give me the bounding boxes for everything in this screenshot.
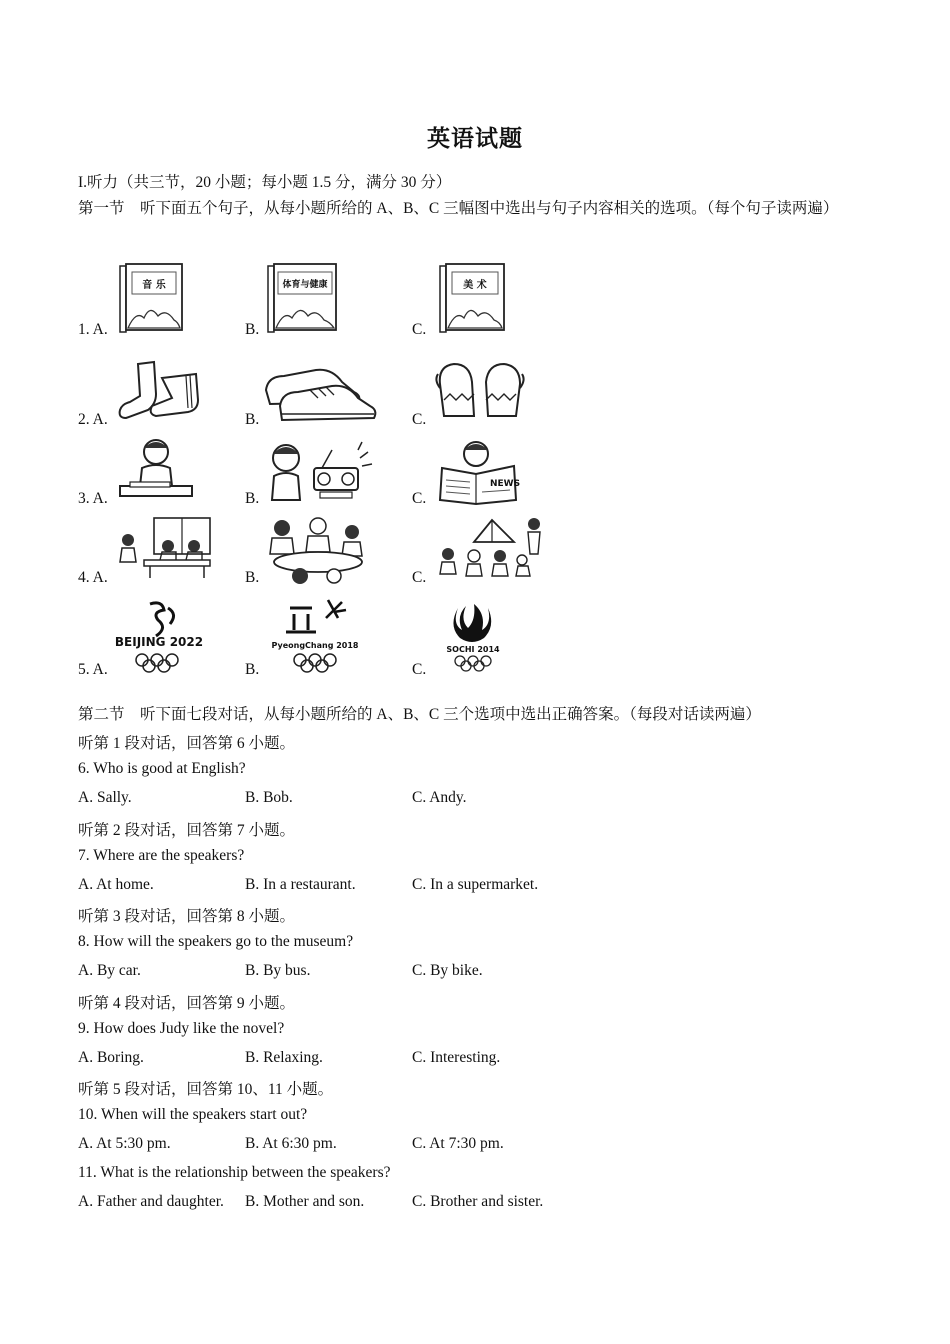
q8-option-a: A. By car.	[78, 962, 141, 979]
q11-option-a: A. Father and daughter.	[78, 1193, 224, 1210]
q7-option-b: B. In a restaurant.	[245, 876, 356, 893]
q11-option-c: C. Brother and sister.	[412, 1193, 544, 1210]
q5-c-label: C.	[412, 661, 427, 678]
art-book-title: 美 术	[463, 280, 487, 291]
q1-b-label: B.	[245, 321, 260, 338]
socks-icon	[116, 360, 202, 422]
pyeongchang-logo-text: PyeongChang 2018	[271, 641, 359, 650]
boy-listening-radio-icon	[264, 438, 374, 504]
q1-a-label: 1. A.	[78, 321, 108, 338]
boy-writing-icon	[116, 436, 196, 504]
q4-b-label: B.	[245, 569, 260, 586]
question-10: 10. When will the speakers start out?	[78, 1106, 308, 1123]
q6-option-c: C. Andy.	[412, 789, 467, 806]
q3-c-label: C.	[412, 490, 427, 507]
q9-option-b: B. Relaxing.	[245, 1049, 323, 1066]
sochi-2014-logo	[438, 598, 508, 674]
section1-instruction: 第一节 听下面五个句子，从每小题所给的 A、B、C 三幅图中选出与句子内容相关的选项。（每个句子读两遍）	[78, 200, 839, 217]
dialogue-2-intro: 听第 2 段对话，回答第 7 小题。	[78, 822, 296, 839]
beijing-2022-logo	[112, 598, 206, 674]
question-9: 9. How does Judy like the novel?	[78, 1020, 285, 1037]
music-book-title: 音 乐	[142, 280, 166, 291]
dialogue-4-intro: 听第 4 段对话，回答第 9 小题。	[78, 995, 296, 1012]
page-title: 英语试题	[427, 126, 523, 151]
q6-option-b: B. Bob.	[245, 789, 293, 806]
boy-reading-newspaper-icon	[436, 438, 520, 506]
pyeongchang-2018-logo	[266, 596, 364, 674]
question-6: 6. Who is good at English?	[78, 760, 246, 777]
sochi-logo-text: SOCHI 2014	[446, 645, 500, 654]
q9-option-a: A. Boring.	[78, 1049, 144, 1066]
q2-a-label: 2. A.	[78, 411, 108, 428]
q10-option-a: A. At 5:30 pm.	[78, 1135, 171, 1152]
q1-c-label: C.	[412, 321, 427, 338]
q10-option-c: C. At 7:30 pm.	[412, 1135, 504, 1152]
q2-b-label: B.	[245, 411, 260, 428]
mittens-icon	[434, 358, 528, 426]
q2-c-label: C.	[412, 411, 427, 428]
q3-b-label: B.	[245, 490, 260, 507]
q7-option-c: C. In a supermarket.	[412, 876, 539, 893]
camping-scene-icon	[434, 514, 546, 580]
q9-option-c: C. Interesting.	[412, 1049, 501, 1066]
newspaper-title: NEWS	[490, 479, 520, 489]
q4-c-label: C.	[412, 569, 427, 586]
beijing-logo-text: BEIJING 2022	[114, 635, 204, 649]
dialogue-5-intro: 听第 5 段对话，回答第 10、11 小题。	[78, 1081, 334, 1098]
question-7: 7. Where are the speakers?	[78, 847, 245, 864]
music-book-icon	[118, 262, 184, 334]
q4-a-label: 4. A.	[78, 569, 108, 586]
question-8: 8. How will the speakers go to the museum?	[78, 933, 354, 950]
q10-option-b: B. At 6:30 pm.	[245, 1135, 337, 1152]
question-11: 11. What is the relationship between the speakers?	[78, 1164, 391, 1181]
dialogue-3-intro: 听第 3 段对话，回答第 8 小题。	[78, 908, 296, 925]
q8-option-c: C. By bike.	[412, 962, 483, 979]
classroom-scene-icon	[114, 516, 214, 580]
pe-book-icon	[266, 262, 338, 334]
family-dinner-icon	[264, 514, 370, 586]
part1-heading: I.听力（共三节，20 小题；每小题 1.5 分，满分 30 分）	[78, 174, 452, 191]
q6-option-a: A. Sally.	[78, 789, 132, 806]
sneakers-icon	[262, 362, 380, 424]
dialogue-1-intro: 听第 1 段对话，回答第 6 小题。	[78, 735, 296, 752]
q3-a-label: 3. A.	[78, 490, 108, 507]
pe-book-title: 体育与健康	[282, 280, 328, 290]
art-book-icon	[438, 262, 508, 334]
q8-option-b: B. By bus.	[245, 962, 311, 979]
section2-instruction: 第二节 听下面七段对话，从每小题所给的 A、B、C 三个选项中选出正确答案。（每段对话读两遍）	[78, 706, 761, 723]
q11-option-b: B. Mother and son.	[245, 1193, 365, 1210]
q5-a-label: 5. A.	[78, 661, 108, 678]
q5-b-label: B.	[245, 661, 260, 678]
q7-option-a: A. At home.	[78, 876, 154, 893]
